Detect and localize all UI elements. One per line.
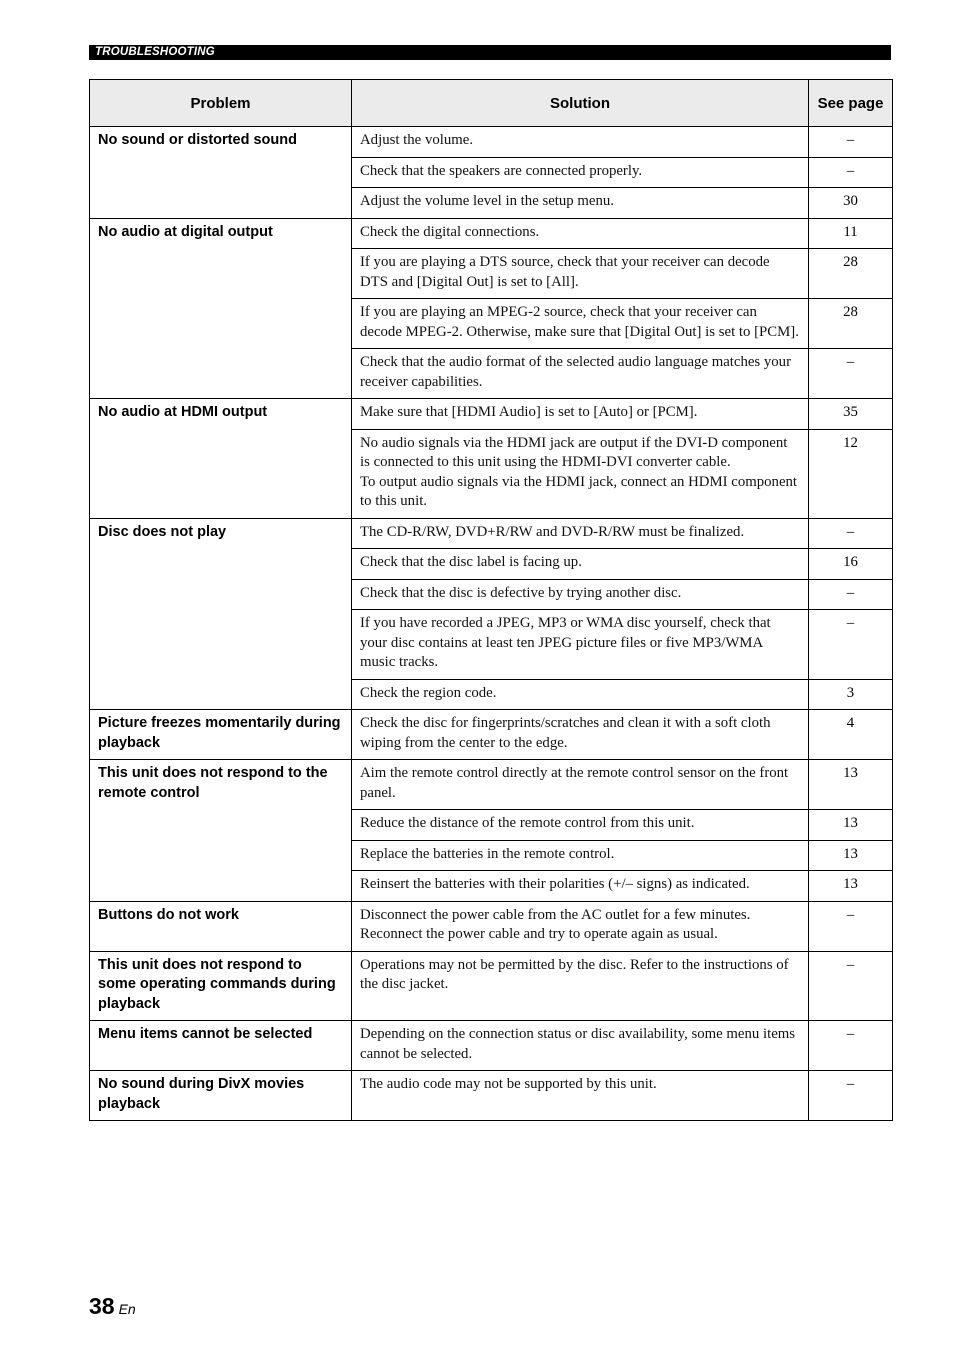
problem-cell: No audio at digital output [90, 218, 352, 399]
table-row [90, 951, 893, 1021]
see-page-cell: 13 [809, 810, 893, 841]
page-footer [89, 1293, 136, 1320]
see-page-cell: 28 [809, 299, 893, 349]
solution-cell: No audio signals via the HDMI jack are output if the DVI-D component is connected to this unit using the HDMI-DVI converter cable. To output audio signals via the HDMI jack, connect an HDMI component to this unit. [352, 429, 809, 518]
see-page-cell: 4 [809, 710, 893, 760]
solution-cell: Make sure that [HDMI Audio] is set to [Auto] or [PCM]. [352, 399, 809, 430]
problem-cell: Buttons do not work [90, 901, 352, 951]
problem-cell: No sound or distorted sound [90, 127, 352, 219]
solution-cell: Check the disc for fingerprints/scratches and clean it with a soft cloth wiping from the center to the edge. [352, 710, 809, 760]
solution-cell: Adjust the volume level in the setup menu. [352, 188, 809, 219]
solution-cell: Adjust the volume. [352, 127, 809, 158]
table-body [90, 127, 893, 1121]
solution-cell: Check the region code. [352, 679, 809, 710]
table-header-row [90, 80, 893, 127]
see-page-cell: 30 [809, 188, 893, 219]
see-page-cell: – [809, 579, 893, 610]
see-page-cell: – [809, 1021, 893, 1071]
solution-cell: Check that the speakers are connected properly. [352, 157, 809, 188]
see-page-label: See page [817, 94, 884, 112]
see-page-cell: 12 [809, 429, 893, 518]
solution-cell: Check that the disc label is facing up. [352, 549, 809, 580]
see-page-cell: – [809, 127, 893, 158]
column-header-solution: Solution [352, 80, 809, 127]
solution-cell: Operations may not be permitted by the disc. Refer to the instructions of the disc jacket. [352, 951, 809, 1021]
solution-cell: If you are playing an MPEG-2 source, check that your receiver can decode MPEG-2. Otherwise, make sure that [Digital Out] is set to [PCM]. [352, 299, 809, 349]
table-row [90, 127, 893, 158]
section-header: TROUBLESHOOTING [89, 45, 891, 60]
table-row [90, 399, 893, 430]
problem-cell: No audio at HDMI output [90, 399, 352, 519]
problem-cell: Menu items cannot be selected [90, 1021, 352, 1071]
table-row [90, 218, 893, 249]
see-page-cell: – [809, 518, 893, 549]
column-header-problem: Problem [90, 80, 352, 127]
solution-cell: Aim the remote control directly at the remote control sensor on the front panel. [352, 760, 809, 810]
troubleshooting-table [89, 79, 893, 1121]
solution-cell: Disconnect the power cable from the AC outlet for a few minutes. Reconnect the power cable and try to operate again as usual. [352, 901, 809, 951]
see-page-cell: – [809, 1071, 893, 1121]
language-code: En [118, 1301, 136, 1317]
see-page-cell: 3 [809, 679, 893, 710]
see-page-cell: 28 [809, 249, 893, 299]
table-row [90, 710, 893, 760]
see-page-cell: 13 [809, 760, 893, 810]
table-row [90, 1021, 893, 1071]
problem-cell: This unit does not respond to the remote control [90, 760, 352, 902]
see-page-cell: – [809, 901, 893, 951]
solution-cell: Check the digital connections. [352, 218, 809, 249]
problem-cell: Picture freezes momentarily during playback [90, 710, 352, 760]
see-page-cell: – [809, 610, 893, 680]
solution-cell: If you have recorded a JPEG, MP3 or WMA disc yourself, check that your disc contains at least ten JPEG picture files or five MP3/WMA music tracks. [352, 610, 809, 680]
table-row [90, 901, 893, 951]
solution-cell: If you are playing a DTS source, check that your receiver can decode DTS and [Digital Out] is set to [All]. [352, 249, 809, 299]
solution-cell: The CD-R/RW, DVD+R/RW and DVD-R/RW must be finalized. [352, 518, 809, 549]
see-page-cell: 35 [809, 399, 893, 430]
solution-cell: The audio code may not be supported by this unit. [352, 1071, 809, 1121]
page-number: 38 [89, 1293, 115, 1319]
see-page-cell: 16 [809, 549, 893, 580]
solution-cell: Check that the disc is defective by trying another disc. [352, 579, 809, 610]
table-row [90, 1071, 893, 1121]
solution-cell: Replace the batteries in the remote control. [352, 840, 809, 871]
solution-cell: Reduce the distance of the remote control from this unit. [352, 810, 809, 841]
see-page-cell: – [809, 157, 893, 188]
solution-cell: Depending on the connection status or disc availability, some menu items cannot be selected. [352, 1021, 809, 1071]
solution-cell: Check that the audio format of the selected audio language matches your receiver capabilities. [352, 349, 809, 399]
see-page-cell: 13 [809, 871, 893, 902]
see-page-cell: 13 [809, 840, 893, 871]
see-page-cell: 11 [809, 218, 893, 249]
table-row [90, 518, 893, 549]
table-row [90, 760, 893, 810]
problem-cell: This unit does not respond to some operating commands during playback [90, 951, 352, 1021]
problem-cell: Disc does not play [90, 518, 352, 710]
solution-cell: Reinsert the batteries with their polarities (+/– signs) as indicated. [352, 871, 809, 902]
problem-cell: No sound during DivX movies playback [90, 1071, 352, 1121]
see-page-cell: – [809, 349, 893, 399]
see-page-cell: – [809, 951, 893, 1021]
column-header-see-page [809, 80, 893, 127]
